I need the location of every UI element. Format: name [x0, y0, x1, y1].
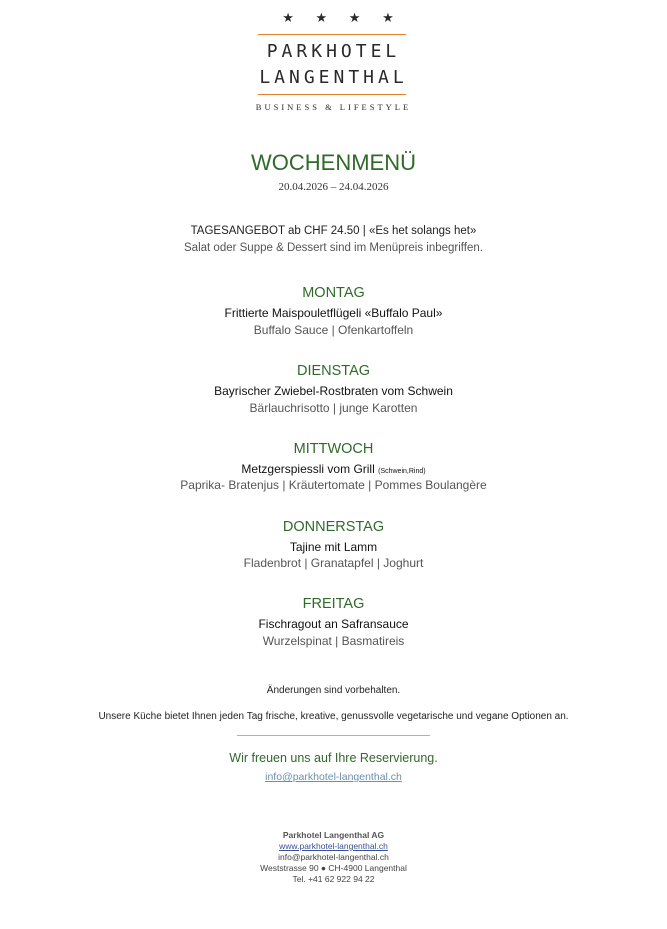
- dish-wednesday: [0, 462, 667, 476]
- day-heading-thursday: DONNERSTAG: [282, 519, 385, 535]
- daily-offer-headline: TAGESANGEBOT ab CHF 24.50 | «Es het solangs het»: [190, 225, 477, 237]
- dish-monday: [0, 306, 667, 320]
- logo-top-line: [258, 34, 406, 35]
- footer-company-name: Parkhotel Langenthal AG: [282, 830, 385, 840]
- vegetarian-notice: Unsere Küche bietet Ihnen jeden Tag frische, kreative, genussvolle vegetarische und vegane Optionen an.: [98, 711, 569, 722]
- reservation-email-link[interactable]: info@parkhotel-langenthal.ch: [265, 771, 402, 783]
- dish-friday: [0, 617, 667, 631]
- dish-name: Tajine mit Lamm: [289, 540, 378, 554]
- dish-name: Frittierte Maispouletflügeli «Buffalo Paul»: [224, 306, 443, 320]
- day-heading-tuesday: DIENSTAG: [296, 363, 371, 379]
- date-range: 20.04.2026 – 24.04.2026: [278, 181, 389, 193]
- logo-line-1: PARKHOTEL: [266, 41, 401, 62]
- reservation-text: Wir freuen uns auf Ihre Reservierung.: [229, 751, 438, 765]
- logo-bottom-line: [258, 94, 406, 95]
- footer-phone: Tel. +41 62 922 94 22: [292, 874, 375, 884]
- footer-website-link[interactable]: www.parkhotel-langenthal.ch: [279, 841, 388, 851]
- footer: [0, 830, 667, 885]
- day-heading-friday: FREITAG: [302, 596, 365, 612]
- day-heading-monday: MONTAG: [302, 285, 365, 301]
- sides-friday: Wurzelspinat | Basmatireis: [262, 634, 405, 648]
- logo-stars: ★ ★ ★ ★: [282, 10, 403, 25]
- daily-offer-note: Salat oder Suppe & Dessert sind im Menüpreis inbegriffen.: [184, 242, 483, 254]
- dish-tuesday: [0, 384, 667, 398]
- dish-thursday: [0, 540, 667, 554]
- sides-monday: Buffalo Sauce | Ofenkartoffeln: [253, 323, 414, 337]
- dish-name: Fischragout an Safransauce: [258, 617, 409, 631]
- day-heading-wednesday: MITTWOCH: [293, 441, 374, 457]
- page-title: WOCHENMENÜ: [251, 150, 416, 175]
- footer-address: Weststrasse 90 ● CH-4900 Langenthal: [260, 863, 407, 873]
- logo-line-2: LANGENTHAL: [259, 67, 408, 88]
- sides-thursday: Fladenbrot | Granatapfel | Joghurt: [243, 556, 424, 570]
- dish-meat-note: (Schwein,Rind): [378, 468, 426, 475]
- logo-tagline: BUSINESS & LIFESTYLE: [255, 102, 412, 112]
- sides-tuesday: Bärlauchrisotto | junge Karotten: [249, 401, 418, 415]
- sides-wednesday: Paprika- Bratenjus | Kräutertomate | Pommes Boulangère: [180, 478, 487, 492]
- dish-name: Metzgerspiessli vom Grill: [241, 462, 375, 476]
- divider: [237, 735, 430, 736]
- changes-notice: Änderungen sind vorbehalten.: [266, 685, 401, 696]
- footer-email: info@parkhotel-langenthal.ch: [278, 852, 389, 862]
- reservation-email-row: [0, 767, 667, 785]
- dish-name: Bayrischer Zwiebel-Rostbraten vom Schwein: [214, 384, 453, 398]
